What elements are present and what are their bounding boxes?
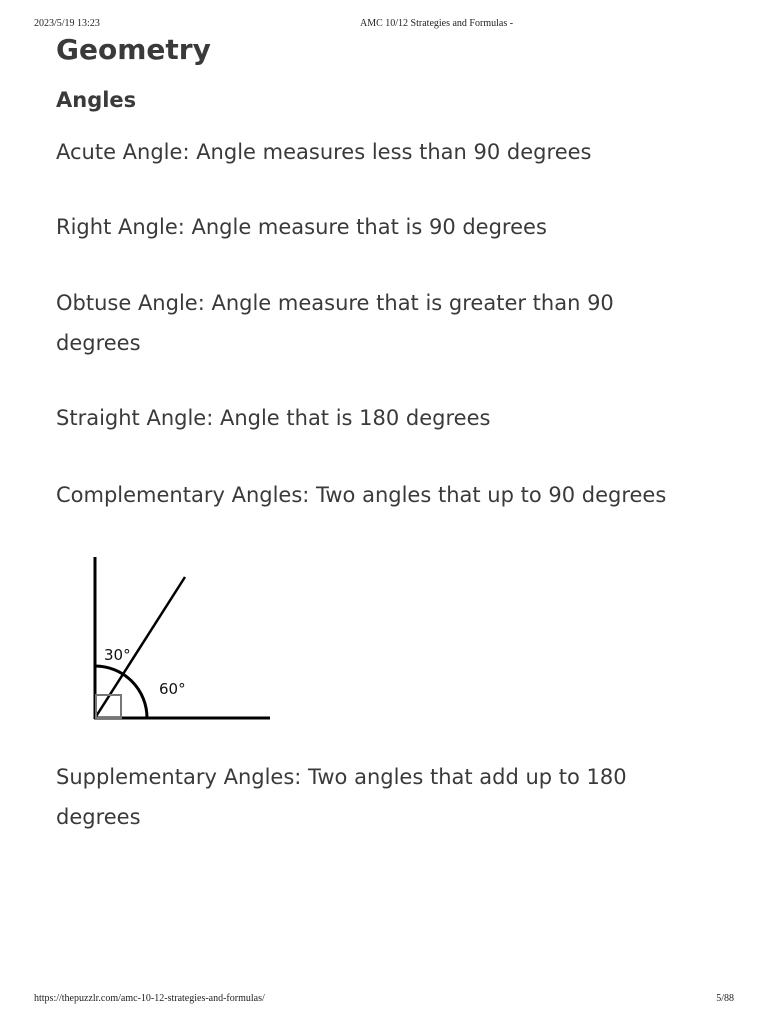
angle-label-60: 60°: [159, 680, 186, 698]
paragraph-acute-angle: Acute Angle: Angle measures less than 90 degrees: [56, 140, 592, 164]
complementary-angles-diagram: [88, 552, 278, 724]
paragraph-obtuse-angle: Obtuse Angle: Angle measure that is greater than 90 degrees: [56, 291, 614, 355]
section-heading: Geometry: [56, 33, 211, 66]
paragraph-complementary-angles: Complementary Angles: Two angles that up to 90 degrees: [56, 483, 667, 507]
paragraph-straight-angle: Straight Angle: Angle that is 180 degrees: [56, 406, 491, 430]
page-number: 5/88: [716, 993, 734, 1004]
paragraph-supplementary-angles: Supplementary Angles: Two angles that add up to 180 degrees: [56, 765, 627, 829]
complementary-angles-figure: [88, 552, 278, 724]
subsection-heading: Angles: [56, 88, 137, 112]
paragraph-right-angle: Right Angle: Angle measure that is 90 degrees: [56, 215, 547, 239]
print-url: https://thepuzzlr.com/amc-10-12-strategies-and-formulas/: [34, 993, 265, 1004]
angle-label-30: 30°: [104, 646, 131, 664]
print-datetime: 2023/5/19 13:23: [34, 18, 100, 29]
print-page-title: AMC 10/12 Strategies and Formulas -: [360, 18, 514, 29]
